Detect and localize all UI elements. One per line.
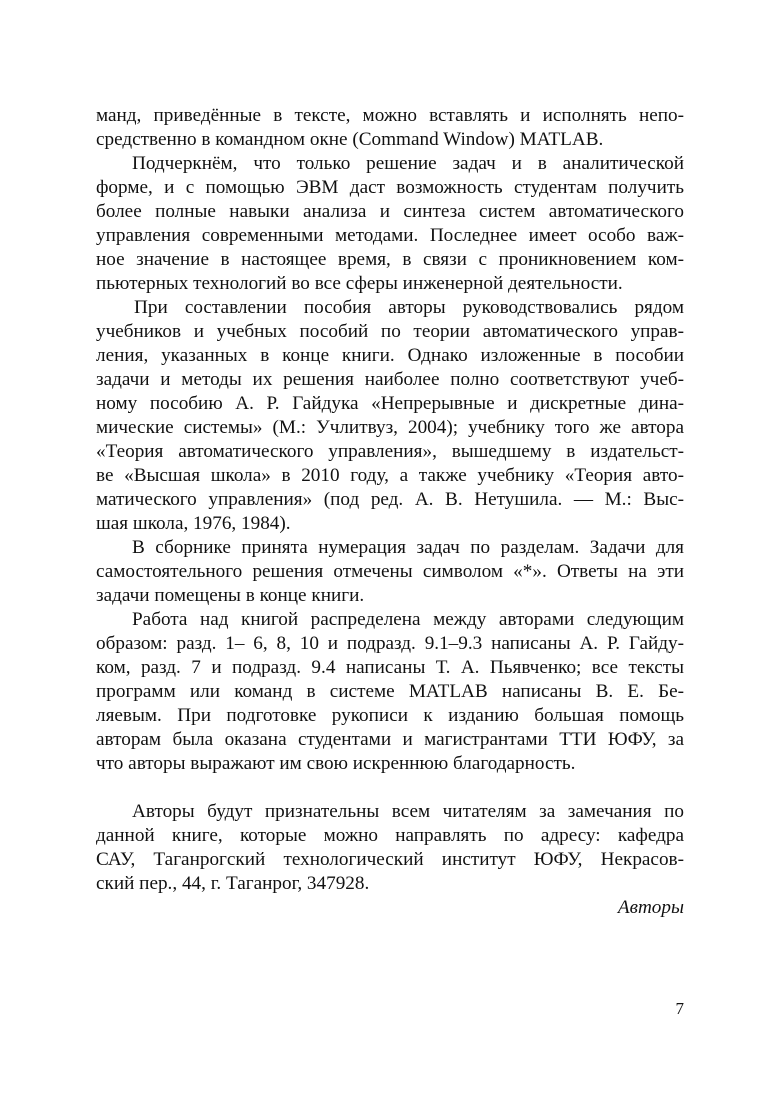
- paragraph-line: ский пер., 44, г. Таганрог, 347928.: [96, 873, 370, 894]
- paragraph-line: самостоятельного решения отмечены символом «*». Ответы на эти: [96, 561, 684, 582]
- paragraph-line: ве «Высшая школа» в 2010 году, а также учебнику «Теория авто-: [96, 465, 684, 486]
- paragraph-line: Подчеркнём, что только решение задач и в аналитической: [132, 153, 684, 174]
- paragraph-line: ления, указанных в конце книги. Однако изложенные в пособии: [96, 345, 684, 366]
- paragraph-line: ком, разд. 7 и подразд. 9.4 написаны Т. А. Пьявченко; все тексты: [96, 657, 684, 678]
- paragraph-line: Работа над книгой распределена между авторами следующим: [132, 609, 684, 630]
- paragraph-line: шая школа, 1976, 1984).: [96, 513, 291, 534]
- paragraph-line: ному пособию А. Р. Гайдука «Непрерывные и дискретные дина-: [96, 393, 684, 414]
- paragraph-line: ляевым. При подготовке рукописи к изданию большая помощь: [96, 705, 684, 726]
- paragraph-line: манд, приведённые в тексте, можно вставлять и исполнять непо-: [96, 105, 684, 126]
- paragraph-line: образом: разд. 1– 6, 8, 10 и подразд. 9.1–9.3 написаны А. Р. Гайду-: [96, 633, 684, 654]
- paragraph-line: более полные навыки анализа и синтеза систем автоматического: [96, 201, 684, 222]
- paragraph-line: что авторы выражают им свою искреннюю благодарность.: [96, 753, 576, 774]
- page-number: 7: [675, 999, 684, 1018]
- paragraph-line: САУ, Таганрогский технологический институт ЮФУ, Некрасов-: [96, 849, 684, 870]
- paragraph-line: данной книге, которые можно направлять по адресу: кафедра: [96, 825, 684, 846]
- paragraph-line: В сборнике принята нумерация задач по разделам. Задачи для: [132, 537, 684, 558]
- paragraph-line: задачи и методы их решения наиболее полно соответствуют учеб-: [96, 369, 684, 390]
- paragraph-line: учебников и учебных пособий по теории автоматического управ-: [96, 321, 684, 342]
- paragraph-line: ное значение в настоящее время, в связи с проникновением ком-: [96, 249, 684, 270]
- paragraph-line: мические системы» (М.: Учлитвуз, 2004); учебнику того же автора: [96, 417, 684, 438]
- paragraph-line: управления современными методами. Последнее имеет особо важ-: [96, 225, 684, 246]
- paragraph-line: задачи помещены в конце книги.: [96, 585, 365, 606]
- paragraph-line: Авторы будут признательны всем читателям за замечания по: [132, 801, 684, 822]
- paragraph-line: форме, и с помощью ЭВМ даст возможность студентам получить: [96, 177, 684, 198]
- authors-signature: Авторы: [617, 897, 684, 918]
- paragraph-line: «Теория автоматического управления», вышедшему в издательст-: [96, 441, 684, 462]
- paragraph-line: пьютерных технологий во все сферы инженерной деятельности.: [96, 273, 623, 294]
- paragraph-line: средственно в командном окне (Command Window) MATLAB.: [96, 129, 604, 150]
- paragraph-line: программ или команд в системе MATLAB написаны В. Е. Бе-: [96, 681, 684, 702]
- paragraph-line: матического управления» (под ред. А. В. Нетушила. — М.: Выс-: [96, 489, 684, 510]
- paragraph-line: авторам была оказана студентами и магистрантами ТТИ ЮФУ, за: [96, 729, 684, 750]
- paragraph-line: При составлении пособия авторы руководствовались рядом: [134, 297, 684, 318]
